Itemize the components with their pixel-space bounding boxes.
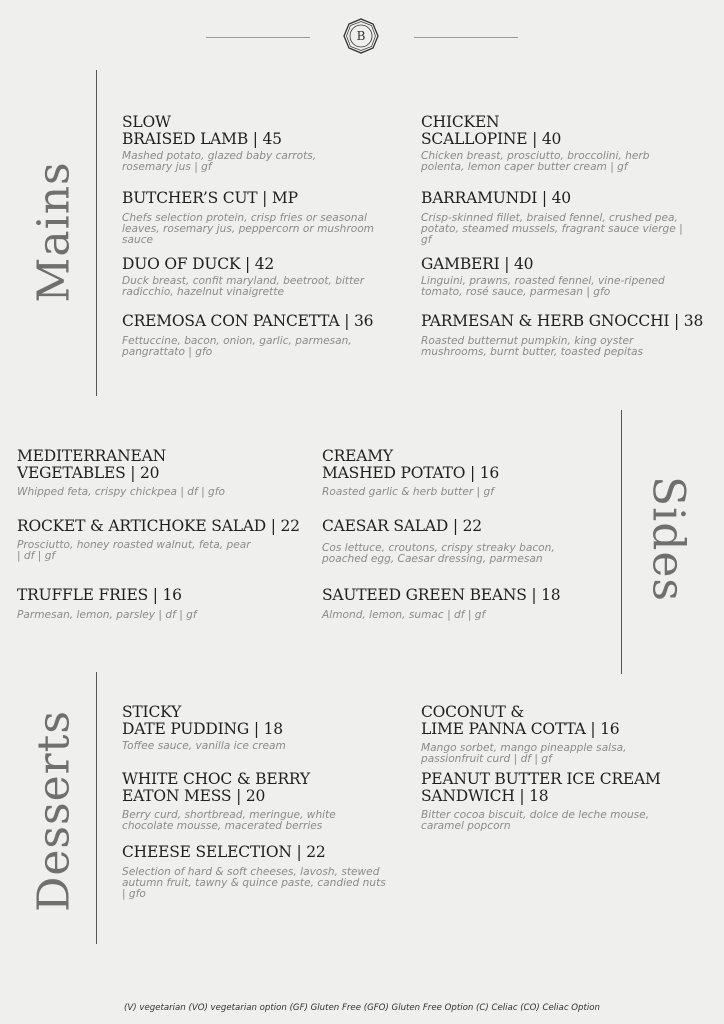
dietary-legend-footer: (V) vegetarian (VO) vegetarian option (GF) Gluten Free (GFO) Gluten Free Option (C) Celiac (CO) Celiac Option bbox=[124, 1003, 600, 1013]
item-description: Selection of hard & soft cheeses, lavosh, stewed autumn fruit, tawny & quince paste, candied nuts | gfo bbox=[122, 866, 386, 900]
menu-item bbox=[122, 704, 402, 752]
item-name: PARMESAN & HERB GNOCCHI | 38 bbox=[421, 312, 704, 330]
item-description: Crisp-skinned fillet, braised fennel, crushed pea, potato, steamed mussels, fragrant sauce vierge | gf bbox=[421, 212, 683, 246]
item-name: CHICKEN bbox=[421, 113, 500, 131]
item-description: Chicken breast, prosciutto, broccolini, herb polenta, lemon caper butter cream | gf bbox=[421, 150, 650, 173]
menu-item bbox=[122, 256, 407, 298]
item-name: STICKY bbox=[122, 703, 182, 721]
desserts-divider bbox=[96, 672, 97, 944]
section-title-mains: Mains bbox=[28, 161, 80, 303]
item-description: Duck breast, confit maryland, beetroot, bitter radicchio, hazelnut vinaigrette bbox=[122, 275, 365, 298]
sides-divider bbox=[621, 410, 622, 674]
item-name: CHEESE SELECTION | 22 bbox=[122, 843, 326, 861]
item-name: EATON MESS | 20 bbox=[122, 787, 266, 805]
menu-item bbox=[122, 114, 402, 173]
item-description: Roasted butternut pumpkin, king oyster mushrooms, burnt butter, toasted pepitas bbox=[421, 335, 644, 358]
menu-item bbox=[322, 448, 612, 498]
item-name: COCONUT & bbox=[421, 703, 525, 721]
item-name: TRUFFLE FRIES | 16 bbox=[17, 586, 182, 604]
item-name: SLOW bbox=[122, 113, 171, 131]
monogram-logo-icon bbox=[343, 18, 379, 54]
mains-divider bbox=[96, 70, 97, 396]
menu-item bbox=[421, 313, 716, 358]
item-description: Almond, lemon, sumac | df | gf bbox=[322, 609, 486, 621]
menu-item bbox=[122, 844, 407, 900]
section-title-desserts: Desserts bbox=[28, 710, 80, 912]
item-name: BARRAMUNDI | 40 bbox=[421, 189, 571, 207]
menu-item bbox=[421, 771, 711, 832]
item-name: BUTCHER’S CUT | MP bbox=[122, 189, 298, 207]
item-name: GAMBERI | 40 bbox=[421, 255, 534, 273]
item-description: Roasted garlic & herb butter | gf bbox=[322, 486, 494, 498]
menu-item bbox=[122, 190, 407, 246]
item-description: Fettuccine, bacon, onion, garlic, parmesan, pangrattato | gfo bbox=[122, 335, 352, 358]
item-description: Toffee sauce, vanilla ice cream bbox=[122, 740, 286, 752]
item-description: Cos lettuce, croutons, crispy streaky bacon, poached egg, Caesar dressing, parmesan bbox=[322, 542, 555, 565]
item-name: PEANUT BUTTER ICE CREAM bbox=[421, 770, 661, 788]
item-name: MASHED POTATO | 16 bbox=[322, 464, 500, 482]
logo-letter: B bbox=[356, 29, 366, 43]
item-description: Prosciutto, honey roasted walnut, feta, pear | df | gf bbox=[17, 539, 251, 562]
item-name: CREAMY bbox=[322, 447, 393, 465]
menu-item bbox=[421, 190, 701, 246]
menu-item bbox=[17, 448, 307, 498]
item-name: WHITE CHOC & BERRY bbox=[122, 770, 310, 788]
menu-item bbox=[421, 256, 706, 298]
item-name: DUO OF DUCK | 42 bbox=[122, 255, 275, 273]
item-name: ROCKET & ARTICHOKE SALAD | 22 bbox=[17, 517, 300, 535]
menu-item bbox=[322, 587, 612, 621]
item-description: Mashed potato, glazed baby carrots, rosemary jus | gf bbox=[122, 150, 317, 173]
item-name: LIME PANNA COTTA | 16 bbox=[421, 720, 620, 738]
item-description: Berry curd, shortbread, meringue, white chocolate mousse, macerated berries bbox=[122, 809, 336, 832]
menu-item bbox=[122, 771, 407, 832]
item-name: SAUTEED GREEN BEANS | 18 bbox=[322, 586, 561, 604]
item-description: Linguini, prawns, roasted fennel, vine-ripened tomato, rosé sauce, parmesan | gfo bbox=[421, 275, 665, 298]
item-description: Chefs selection protein, crisp fries or seasonal leaves, rosemary jus, peppercorn or mushroom sauce bbox=[122, 212, 374, 246]
item-description: Bitter cocoa biscuit, dolce de leche mouse, caramel popcorn bbox=[421, 809, 650, 832]
item-name: CAESAR SALAD | 22 bbox=[322, 517, 482, 535]
menu-item bbox=[421, 704, 701, 765]
item-name: BRAISED LAMB | 45 bbox=[122, 130, 282, 148]
item-name: VEGETABLES | 20 bbox=[17, 464, 160, 482]
item-description: Parmesan, lemon, parsley | df | gf bbox=[17, 609, 197, 621]
menu-item bbox=[17, 587, 307, 621]
item-name: SANDWICH | 18 bbox=[421, 787, 549, 805]
header-rule-left bbox=[206, 37, 310, 38]
header-rule-right bbox=[414, 37, 518, 38]
item-name: CREMOSA CON PANCETTA | 36 bbox=[122, 312, 374, 330]
menu-item bbox=[122, 313, 412, 358]
menu-item bbox=[421, 114, 701, 173]
section-title-sides: Sides bbox=[642, 476, 694, 602]
item-description: Mango sorbet, mango pineapple salsa, passionfruit curd | df | gf bbox=[421, 742, 627, 765]
menu-item bbox=[322, 518, 612, 565]
item-description: Whipped feta, crispy chickpea | df | gfo bbox=[17, 486, 225, 498]
item-name: SCALLOPINE | 40 bbox=[421, 130, 562, 148]
menu-item bbox=[17, 518, 312, 562]
item-name: MEDITERRANEAN bbox=[17, 447, 166, 465]
item-name: DATE PUDDING | 18 bbox=[122, 720, 283, 738]
